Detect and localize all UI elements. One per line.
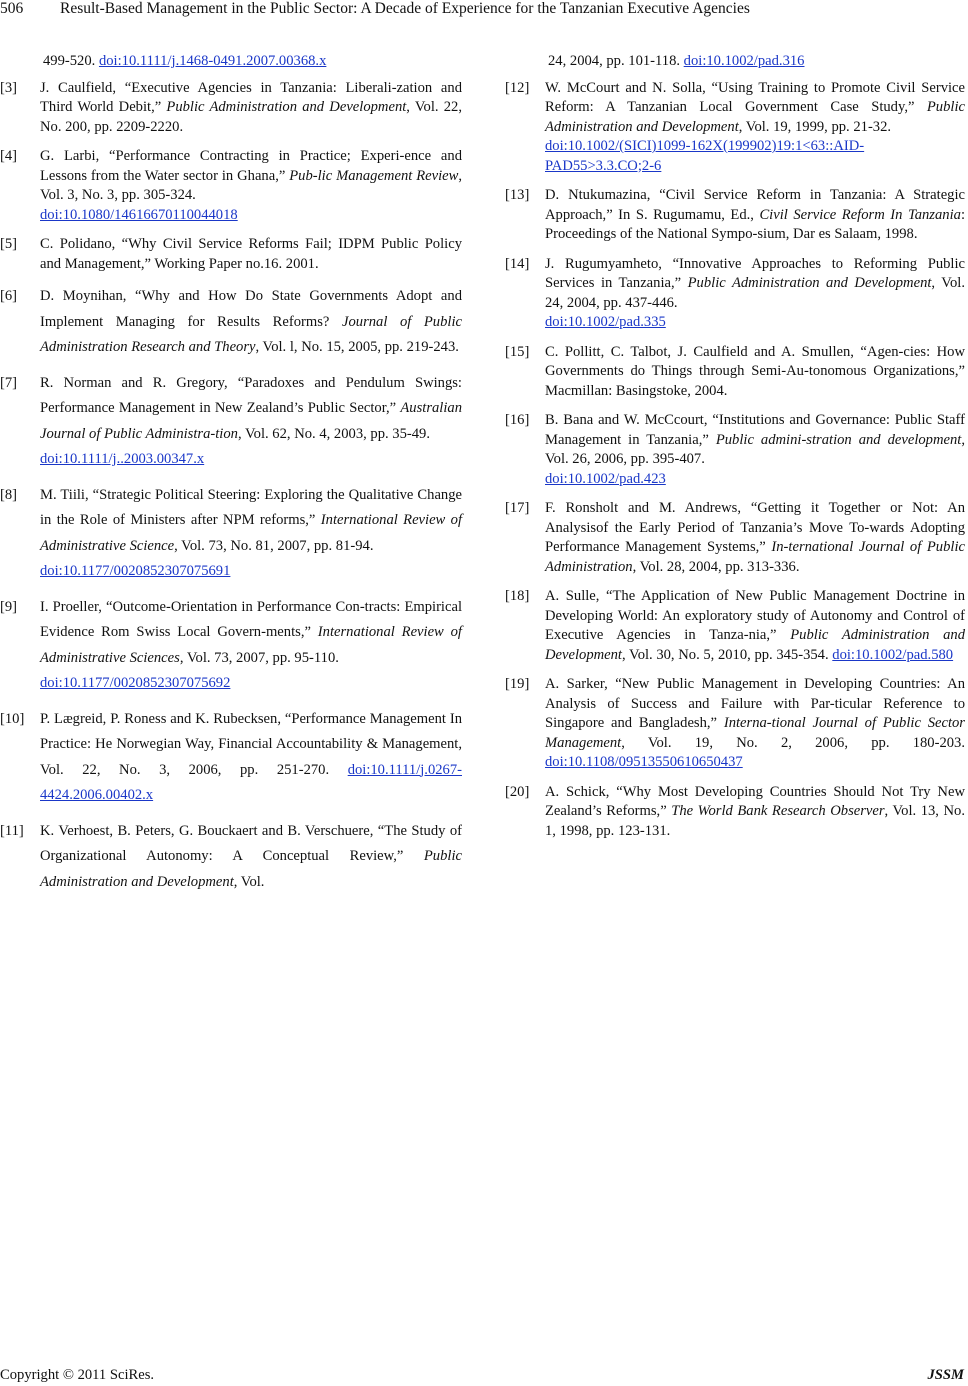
reference-details: , Vol. l, No. 15, 2005, pp. 219-243.: [255, 339, 459, 355]
left-column: [0, 52, 462, 905]
page-footer: [0, 1366, 968, 1386]
continued-reference: [43, 52, 462, 72]
running-title: Result-Based Management in the Public Sector: A Decade of Experience for the Tanzanian Executive Agencies: [60, 0, 750, 17]
reference-item: [505, 411, 965, 489]
reference-number: [18]: [505, 588, 530, 604]
doi-link[interactable]: doi:10.1111/j..2003.00347.x: [40, 451, 205, 467]
reference-details: , Vol. 62, No. 4, 2003, pp. 35-49.: [237, 425, 430, 442]
reference-item: [505, 587, 965, 665]
reference-details: , Vol.: [233, 873, 265, 890]
reference-details: , Vol. 73, 2007, pp. 95-110.: [179, 649, 339, 666]
doi-link[interactable]: doi:10.1002/pad.316: [683, 53, 805, 69]
reference-item: [505, 783, 965, 842]
doi-link[interactable]: doi:10.1002/pad.423: [545, 470, 666, 487]
doi-link[interactable]: doi:10.1177/0020852307075692: [40, 675, 231, 691]
journal-title: Public Administration and Development: [166, 99, 407, 115]
journal-title: Public admini-stration and development: [715, 431, 962, 448]
reference-item: [505, 186, 965, 245]
reference-number: [8]: [0, 486, 18, 503]
reference-details: , Vol. 30, No. 5, 2010, pp. 345-354.: [622, 646, 833, 663]
reference-item: [0, 483, 462, 585]
reference-number: [15]: [505, 343, 530, 360]
reference-text: R. Norman and R. Gregory, “Paradoxes and Pendulum Swings: Performance Management in New Zealand’s Public Sector,”: [40, 374, 462, 416]
reference-text: A. Schick, “Why Most Developing Countries Should Not Try New Zealand’s Reforms,”: [545, 783, 965, 819]
reference-text: P. Lægreid, P. Roness and K. Rubecksen, “Performance Management In Practice: He Norwegian Way, Financial Accountability & Management, Vol. 22, No. 3, 2006, pp. 251-270.: [40, 710, 462, 778]
reference-details: , Vol. 24, 2004, pp. 437-446.: [545, 275, 965, 311]
reference-text: W. McCourt and N. Solla, “Using Training to Promote Civil Service Reform: A Tanzanian Local Government Case Study,”: [545, 79, 965, 115]
reference-text: K. Verhoest, B. Peters, G. Bouckaert and B. Verschuere, “The Study of Organizational Autonomy: A Conceptual Review,”: [40, 822, 462, 864]
reference-details: , Vol. 19, No. 2, 2006, pp. 180-203.: [621, 734, 965, 751]
reference-item: [0, 707, 462, 809]
reference-details: , Vol. 73, No. 81, 2007, pp. 81-94.: [174, 537, 374, 554]
reference-text: J. Rugumyamheto, “Innovative Approaches to Reforming Public Services in Tanzania,”: [545, 255, 965, 291]
journal-title: Journal of Public Administration Research and Theory: [40, 313, 462, 355]
reference-text: D. Moynihan, “Why and How Do State Governments Adopt and Implement Managing for Results Reforms?: [40, 288, 462, 330]
reference-list: [0, 79, 462, 896]
reference-number: [3]: [0, 79, 18, 96]
reference-item: [0, 147, 462, 225]
journal-title: Public Administration and Development: [687, 275, 932, 291]
journal-title: The World Bank Research Observer: [671, 803, 885, 819]
journal-title: Pub-lic Management Review: [289, 167, 459, 184]
page-header: [0, 0, 968, 20]
reference-item: [505, 343, 965, 402]
reference-item: [505, 255, 965, 333]
journal-title: Public Administration and Development: [545, 627, 965, 663]
reference-text: F. Ronsholt and M. Andrews, “Getting it Together or Not: An Analysisof the Early Period of Tanzania’s Move To-wards Adopting Performance Management Systems,”: [545, 500, 965, 555]
reference-number: [20]: [505, 783, 530, 800]
reference-item: [0, 595, 462, 697]
reference-number: [19]: [505, 676, 530, 692]
reference-number: [6]: [0, 288, 18, 304]
continued-reference: [548, 52, 965, 72]
reference-details: , Vol. 13, No. 1, 1998, pp. 123-131.: [545, 803, 965, 839]
reference-details: , Vol. 22, No. 200, pp. 2209-2220.: [40, 99, 462, 135]
copyright-notice: Copyright © 2011 SciRes.: [0, 1367, 155, 1383]
reference-item: [0, 371, 462, 473]
journal-title: International Review of Administrative Sciences: [40, 624, 462, 666]
reference-details: , Vol. 28, 2004, pp. 313-336.: [632, 558, 800, 575]
reference-item: [505, 675, 965, 773]
reference-text: J. Caulfield, “Executive Agencies in Tanzania: Liberali-zation and Third World Debit,”: [40, 79, 462, 115]
doi-link[interactable]: doi:10.1080/14616670110044018: [40, 206, 238, 223]
doi-link[interactable]: doi:10.1002/(SICI)1099-162X(199902)19:1<63::AID-PAD55>3.3.CO;2-6: [545, 138, 865, 174]
reference-details: : Proceedings of the National Sympo-sium, Dar es Salaam, 1998.: [545, 206, 965, 242]
journal-title: International Review of Administrative Science: [40, 512, 462, 554]
reference-text: I. Proeller, “Outcome-Orientation in Performance Con-tracts: Empirical Evidence Rom Swiss Local Govern-ments,”: [40, 598, 462, 640]
reference-number: [12]: [505, 79, 530, 96]
journal-title: In-ternational Journal of Public Administration: [545, 539, 965, 575]
lead-text: 499-520.: [43, 53, 99, 69]
doi-link[interactable]: doi:10.1177/0020852307075691: [40, 563, 231, 579]
reference-text: M. Tiili, “Strategic Political Steering: Exploring the Qualitative Change in the Role of Ministers after NPM reforms,”: [40, 486, 462, 528]
journal-abbreviation: JSSM: [927, 1367, 964, 1383]
reference-number: [17]: [505, 500, 530, 516]
reference-number: [10]: [0, 710, 25, 727]
reference-details: , Vol. 19, 1999, pp. 21-32.: [738, 118, 892, 135]
reference-number: [14]: [505, 255, 530, 272]
right-column: [505, 52, 965, 851]
reference-text: C. Pollitt, C. Talbot, J. Caulfield and A. Smullen, “Agen-cies: How Governments do Things through Semi-Au-tonomous Organizations,” Macmillan: Basingstoke, 2004.: [545, 343, 965, 399]
reference-list: [505, 79, 965, 842]
doi-link[interactable]: doi:10.1002/pad.335: [545, 314, 666, 330]
doi-link[interactable]: doi:10.1002/pad.580: [832, 646, 954, 663]
reference-number: [11]: [0, 822, 24, 839]
reference-text: D. Ntukumazina, “Civil Service Reform in Tanzania: A Strategic Approach,” In S. Rugumamu, Ed.,: [545, 187, 965, 223]
reference-text: A. Sarker, “New Public Management in Developing Countries: An Analysis of Success and Failure with Par-ticular Reference to Singapore and Bangladesh,”: [545, 676, 965, 731]
doi-link[interactable]: doi:10.1111/j.0267-4424.2006.00402.x: [40, 761, 462, 803]
reference-item: [505, 499, 965, 577]
reference-number: [4]: [0, 148, 18, 164]
reference-text: B. Bana and W. McCcourt, “Institutions and Governance: Public Staff Management in Tanzania,”: [545, 412, 965, 448]
reference-item: [0, 235, 462, 274]
reference-number: [16]: [505, 412, 530, 428]
lead-text: 24, 2004, pp. 101-118.: [548, 53, 684, 69]
journal-title: Public Administration and Development: [40, 848, 462, 890]
doi-link[interactable]: doi:10.1108/09513550610650437: [545, 754, 743, 770]
journal-title: Australian Journal of Public Administra-tion: [40, 400, 462, 442]
page-number: 506: [0, 0, 24, 17]
reference-item: [0, 284, 462, 361]
reference-number: [7]: [0, 374, 18, 391]
reference-number: [5]: [0, 236, 18, 252]
journal-title: Interna-tional Journal of Public Sector Management: [545, 715, 965, 751]
journal-title: Civil Service Reform In Tanzania: [759, 206, 961, 223]
reference-text: G. Larbi, “Performance Contracting in Practice; Experi-ence and Lessons from the Water sector in Ghana,”: [40, 148, 462, 184]
reference-number: [9]: [0, 598, 18, 615]
reference-number: [13]: [505, 187, 530, 203]
reference-details: , Vol. 26, 2006, pp. 395-407.: [545, 431, 965, 467]
reference-details: , Vol. 3, No. 3, pp. 305-324.: [40, 167, 462, 203]
reference-text: A. Sulle, “The Application of New Public Management Doctrine in Developing World: An exploratory study of Autonomy and Control of Executive Agencies in Tanza-nia,”: [545, 588, 965, 643]
reference-item: [505, 79, 965, 177]
reference-item: [0, 819, 462, 896]
journal-title: Public Administration and Development: [545, 99, 965, 135]
reference-item: [0, 79, 462, 138]
doi-link[interactable]: doi:10.1111/j.1468-0491.2007.00368.x: [98, 53, 327, 69]
reference-text: C. Polidano, “Why Civil Service Reforms Fail; IDPM Public Policy and Management,” Working Paper no.16. 2001.: [40, 236, 462, 272]
